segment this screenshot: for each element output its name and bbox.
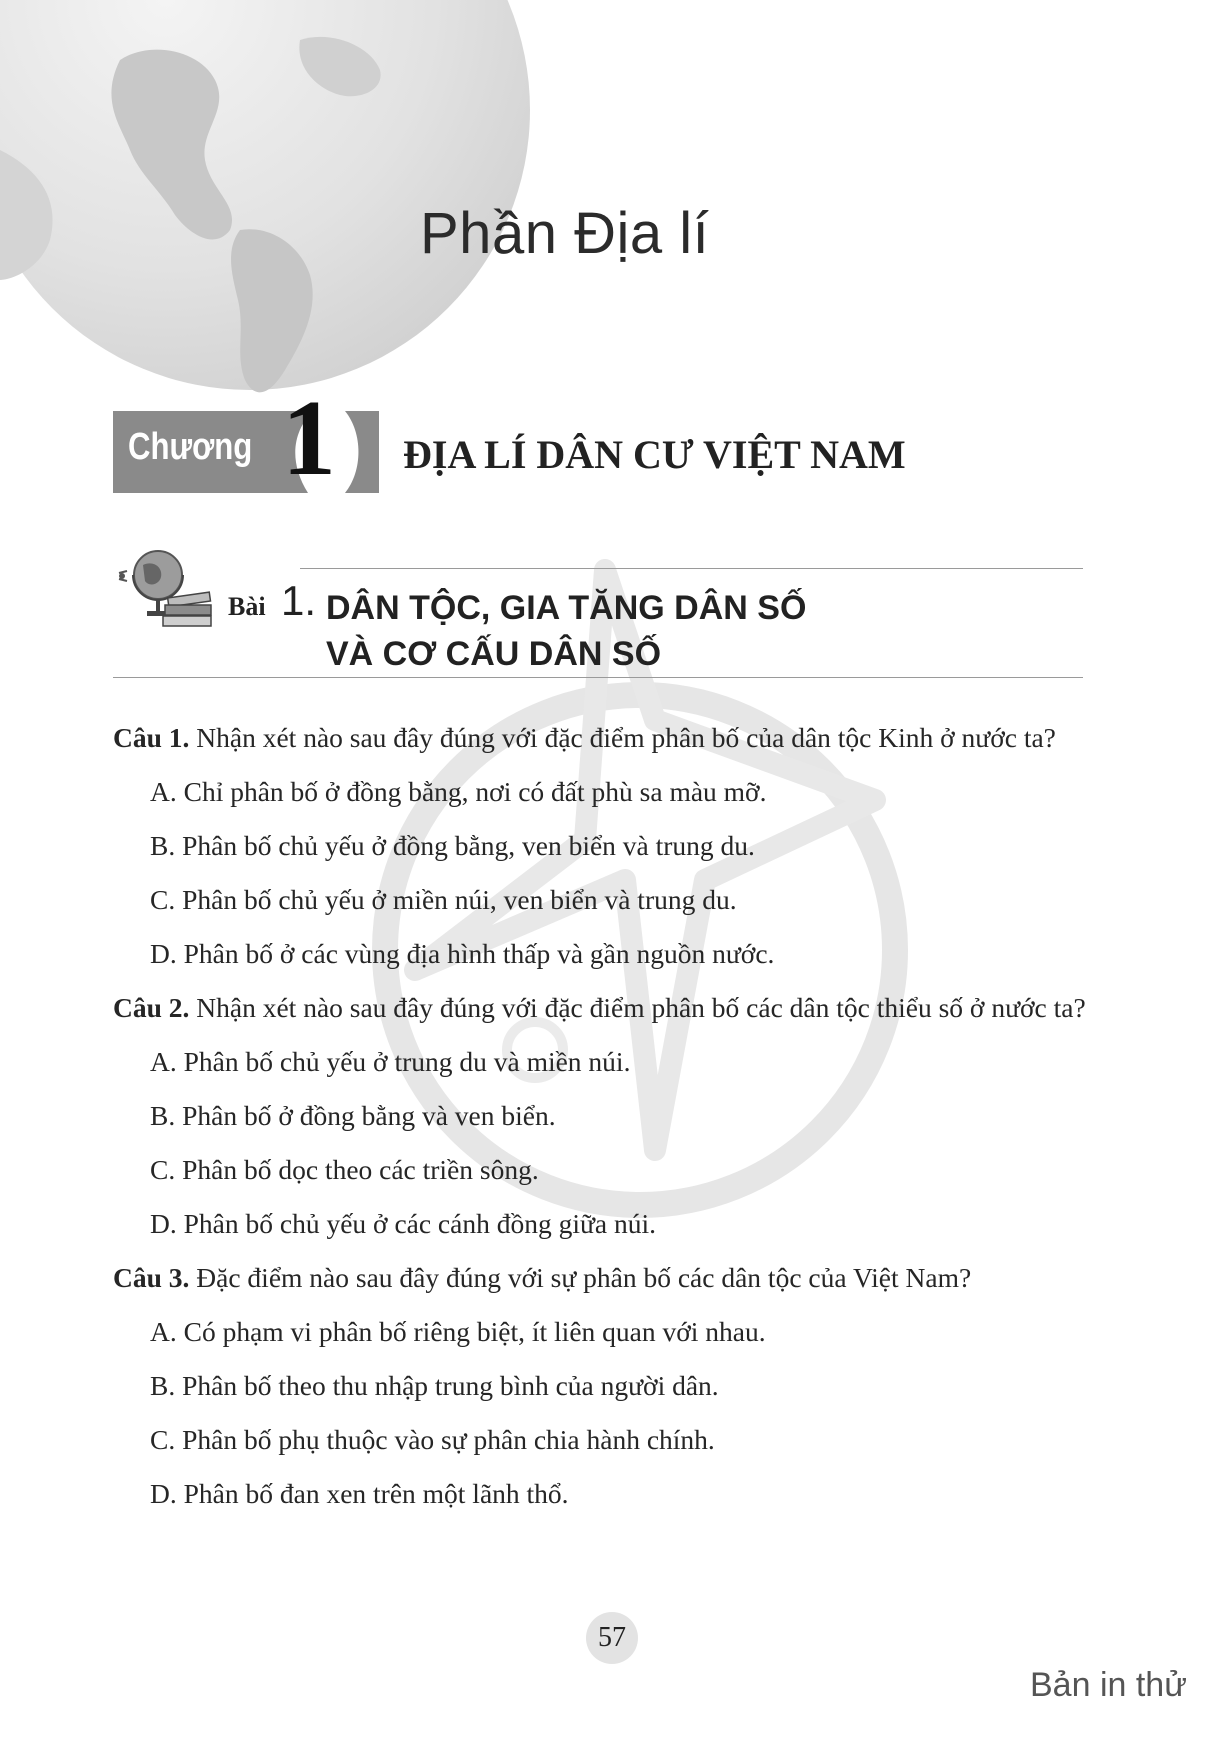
lesson-number: 1. <box>281 577 317 624</box>
question-3-option-a: A. Có phạm vi phân bố riêng biệt, ít liên quan với nhau. <box>150 1316 766 1347</box>
question-2-option-b: B. Phân bố ở đồng bằng và ven biển. <box>150 1100 556 1131</box>
part-title: Phần Địa lí <box>420 201 710 266</box>
question-1-option-c: C. Phân bố chủ yếu ở miền núi, ven biển và trung du. <box>150 884 737 915</box>
lesson-header-bottom-rule <box>113 677 1083 678</box>
question-1-option-b: B. Phân bố chủ yếu ở đồng bằng, ven biển và trung du. <box>150 830 755 861</box>
question-3-option-d: D. Phân bố đan xen trên một lãnh thổ. <box>150 1478 569 1509</box>
question-3 <box>113 1258 1093 1298</box>
question-2-option-c: C. Phân bố dọc theo các triền sông. <box>150 1154 539 1185</box>
question-3-label: Câu 3. <box>113 1262 190 1293</box>
question-1-option-a: A. Chỉ phân bố ở đồng bằng, nơi có đất phù sa màu mỡ. <box>150 776 767 807</box>
question-list <box>113 718 1093 1528</box>
question-2-text: Nhận xét nào sau đây đúng với đặc điểm phân bố các dân tộc thiểu số ở nước ta? <box>189 992 1086 1023</box>
question-2 <box>113 988 1093 1028</box>
chapter-label: Chương <box>128 426 253 468</box>
lesson-title <box>326 585 806 677</box>
print-proof-note: Bản in thử <box>1030 1666 1187 1704</box>
question-1 <box>113 718 1093 758</box>
question-1-label: Câu 1. <box>113 722 190 753</box>
question-2-label: Câu 2. <box>113 992 190 1023</box>
question-1-option-d: D. Phân bố ở các vùng địa hình thấp và gần nguồn nước. <box>150 938 775 969</box>
question-2-option-d: D. Phân bố chủ yếu ở các cánh đồng giữa núi. <box>150 1208 656 1239</box>
page-number: 57 <box>586 1612 638 1664</box>
question-1-text: Nhận xét nào sau đây đúng với đặc điểm phân bố của dân tộc Kinh ở nước ta? <box>189 722 1056 753</box>
lesson-prefix: Bài <box>228 592 266 621</box>
lesson-title-line-2: VÀ CƠ CẤU DÂN SỐ <box>326 635 662 673</box>
question-2-option-a: A. Phân bố chủ yếu ở trung du và miền núi. <box>150 1046 631 1077</box>
lesson-title-line-1: DÂN TỘC, GIA TĂNG DÂN SỐ <box>326 589 807 627</box>
question-3-option-c: C. Phân bố phụ thuộc vào sự phân chia hành chính. <box>150 1424 715 1455</box>
chapter-number: 1 <box>282 379 336 498</box>
chapter-title: ĐỊA LÍ DÂN CƯ VIỆT NAM <box>403 432 906 477</box>
question-3-text: Đặc điểm nào sau đây đúng với sự phân bố các dân tộc của Việt Nam? <box>189 1262 972 1293</box>
lesson-header-top-rule <box>300 568 1083 569</box>
globe-and-books-icon <box>113 545 215 630</box>
question-3-option-b: B. Phân bố theo thu nhập trung bình của người dân. <box>150 1370 719 1401</box>
